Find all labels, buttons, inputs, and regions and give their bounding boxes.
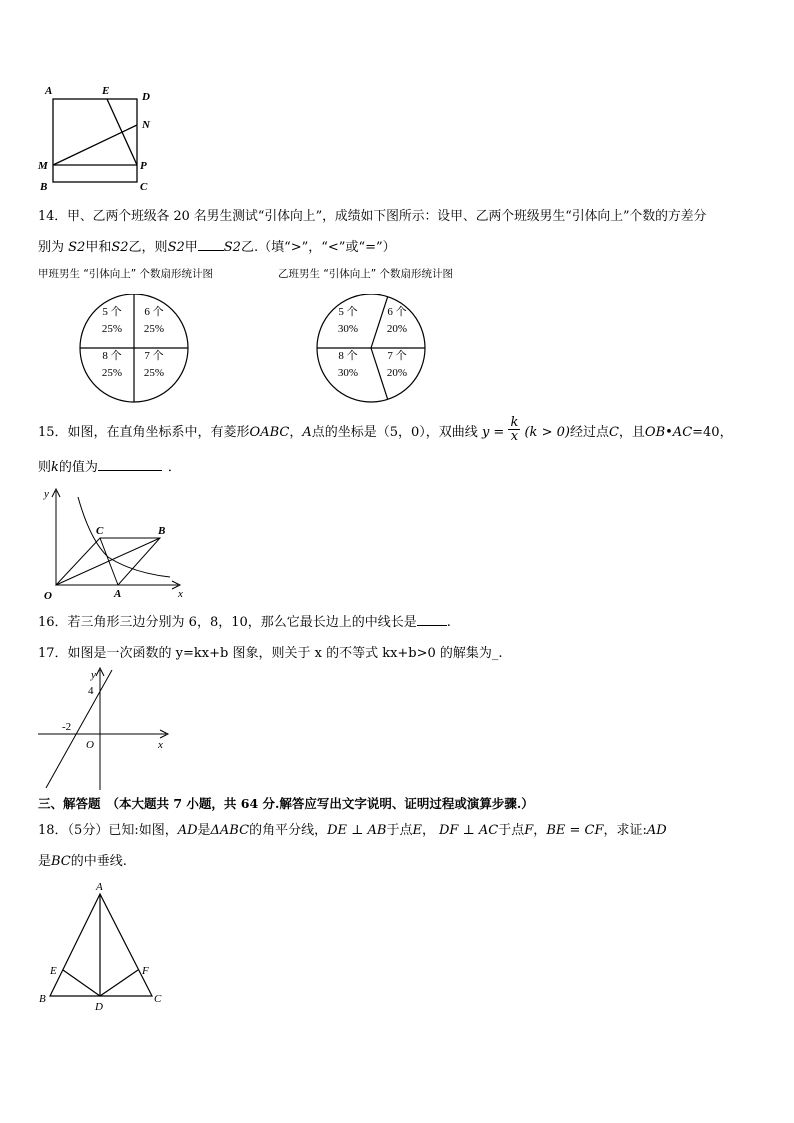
label-o: O <box>44 590 52 602</box>
q18-be-cf: BE = CF <box>546 823 604 838</box>
pie-b-tr-pct: 20% <box>386 323 408 335</box>
pie-chart-a <box>74 294 194 404</box>
pie-slice-boundary-6个 <box>371 297 388 348</box>
q14-s2-jia: S2 <box>68 240 86 255</box>
pie-slice-boundary-8个 <box>371 348 388 399</box>
q14-line1: 14．甲、乙两个班级各 20 名男生测试“引体向上”，成绩如下图所示：设甲、乙两个班级男生“引体向上”个数的方差分 <box>38 209 707 224</box>
pie-a-title: 甲班男生 “引体向上” 个数扇形统计图 <box>38 268 214 280</box>
q15-oabc: OABC <box>249 425 290 440</box>
q17-line <box>38 645 503 663</box>
label-y: y <box>44 488 49 500</box>
q15-line2 <box>38 458 181 477</box>
q15-fraction-k: k <box>510 415 519 430</box>
rectangle-abcd <box>53 99 137 182</box>
q16-text: 16．若三角形三边分别为 6，8，10，那么它最长边上的中线长是 <box>38 615 417 630</box>
segment-df <box>100 970 138 996</box>
q14-text-yi: 乙，则 <box>128 240 168 255</box>
label-p: P <box>140 160 147 172</box>
q15-line1 <box>38 415 733 444</box>
q18-text-f: 于点 <box>498 823 525 838</box>
linear-function-figure <box>36 666 176 792</box>
rhombus-figure <box>38 485 198 603</box>
q18-line2-a: 是 <box>38 854 52 869</box>
q18-triangle: ΔABC <box>210 823 250 838</box>
pie-a-br-count: 7 个 <box>144 350 164 362</box>
label-d: D <box>95 1001 103 1013</box>
q15-text-c: 经过点 <box>569 425 609 440</box>
pie-b-tl-pct: 30% <box>337 323 359 335</box>
q18-ad: AD <box>177 823 198 838</box>
pie-b-tl-count: 5 个 <box>338 306 358 318</box>
q14-text-end: 乙.（填“>”，“<”或“=”） <box>240 240 396 255</box>
label-x: x <box>178 588 183 600</box>
q14-s2-jia2: S2 <box>167 240 185 255</box>
rectangle-figure <box>36 82 166 194</box>
q15-line2-a: 则 <box>38 460 52 475</box>
q15-fraction <box>508 416 520 443</box>
q15-c-point: C <box>608 425 619 440</box>
label-o: O <box>86 739 94 751</box>
q18-text-e: ， <box>421 823 435 838</box>
label-c: C <box>140 181 148 193</box>
q16-line <box>38 613 451 632</box>
q15-condition: (k > 0) <box>524 425 570 440</box>
q15-comma: ， <box>289 425 303 440</box>
q18-df-ac: DF ⊥ AC <box>438 823 499 838</box>
pie-a-tl-count: 5 个 <box>102 306 122 318</box>
q16-answer-blank[interactable] <box>417 613 447 626</box>
pie-a-bl-count: 8 个 <box>102 350 122 362</box>
section-3-heading <box>38 795 534 813</box>
q15-line2-b: 的值为 <box>58 460 98 475</box>
q18-bc: BC <box>51 854 71 869</box>
q17-text: 17．如图是一次函数的 y=kx+b 图象，则关于 x 的不等式 kx+b>0 的解集为 <box>38 646 492 661</box>
q15-text-a: 15．如图，在直角坐标系中，有菱形 <box>38 425 250 440</box>
label-four: 4 <box>88 685 94 697</box>
label-m: M <box>38 160 48 172</box>
label-e: E <box>102 85 110 97</box>
q14-s2-yi2: S2 <box>223 240 241 255</box>
q18-text-g: ， <box>533 823 547 838</box>
q18-line2 <box>38 853 127 871</box>
label-c: C <box>96 525 104 537</box>
triangle-figure <box>36 880 172 1015</box>
q15-line2-c: ． <box>167 460 181 475</box>
segment-de <box>63 970 100 996</box>
q18-de-ab: DE ⊥ AB <box>327 823 387 838</box>
q15-text-e: =40， <box>692 425 733 440</box>
q15-answer-blank[interactable] <box>98 458 162 471</box>
label-y: y <box>91 669 96 681</box>
q14-answer-blank[interactable] <box>198 238 224 251</box>
q17-end: _. <box>491 646 503 661</box>
q14-s2-yi: S2 <box>111 240 129 255</box>
pie-b-br-pct: 20% <box>386 367 408 379</box>
pie-b-title: 乙班男生 “引体向上” 个数扇形统计图 <box>278 268 454 280</box>
diagonal-ob <box>56 538 160 585</box>
q18-text-b: 是 <box>197 823 211 838</box>
function-line <box>46 670 112 788</box>
q18-line2-b: 的中垂线. <box>70 854 127 869</box>
q18-text-d: 于点 <box>386 823 413 838</box>
label-neg2: -2 <box>62 721 72 733</box>
label-a: A <box>114 588 122 600</box>
label-a: A <box>45 85 53 97</box>
q18-text-h: ，求证: <box>603 823 647 838</box>
q15-fraction-x: x <box>510 429 519 444</box>
label-e: E <box>50 965 57 977</box>
label-b: B <box>158 525 166 537</box>
section-3-title: 三、解答题 <box>38 796 101 811</box>
q15-a-point: A <box>302 425 312 440</box>
q18-text-a: 18．（5分）已知:如图， <box>38 823 178 838</box>
pie-chart-b <box>311 294 431 404</box>
label-c: C <box>154 993 162 1005</box>
label-n: N <box>142 119 150 131</box>
pie-a-bl-pct: 25% <box>101 367 123 379</box>
q18-line1 <box>38 822 667 840</box>
pie-a-tl-pct: 25% <box>101 323 123 335</box>
q18-ad-2: AD <box>646 823 667 838</box>
section-3-desc: （本大题共 7 小题，共 64 分.解答应写出文字说明、证明过程或演算步骤.） <box>106 796 534 811</box>
q14-line2 <box>38 238 396 257</box>
hyperbola-curve <box>78 497 170 577</box>
label-f: F <box>142 965 149 977</box>
pie-b-bl-count: 8 个 <box>338 350 358 362</box>
pie-b-bl-pct: 30% <box>337 367 359 379</box>
q15-ob-ac: OB•AC <box>644 425 693 440</box>
q15-y-eq: y = <box>481 425 505 440</box>
q15-text-b: 点的坐标是（5，0），双曲线 <box>311 425 478 440</box>
triangle-abc <box>50 894 152 996</box>
label-b: B <box>40 181 48 193</box>
q15-text-d: ，且 <box>618 425 645 440</box>
segment-m-n <box>53 125 137 165</box>
pie-a-tr-pct: 25% <box>143 323 165 335</box>
q16-end: . <box>446 615 451 630</box>
label-b: B <box>39 993 46 1005</box>
q14-text-a: 别为 <box>38 240 65 255</box>
q18-text-c: 的角平分线， <box>249 823 328 838</box>
pie-b-br-count: 7 个 <box>387 350 407 362</box>
pie-a-tr-count: 6 个 <box>144 306 164 318</box>
q14-text-jia: 甲和 <box>85 240 112 255</box>
pie-b-tr-count: 6 个 <box>387 306 407 318</box>
q15-k-symbol: k <box>51 460 59 475</box>
q18-f-point: F <box>524 823 534 838</box>
pie-a-br-pct: 25% <box>143 367 165 379</box>
label-x: x <box>158 739 163 751</box>
q18-e-point: E <box>412 823 422 838</box>
q14-text-jia2: 甲 <box>184 240 198 255</box>
label-a: A <box>96 881 103 893</box>
label-d: D <box>142 91 150 103</box>
